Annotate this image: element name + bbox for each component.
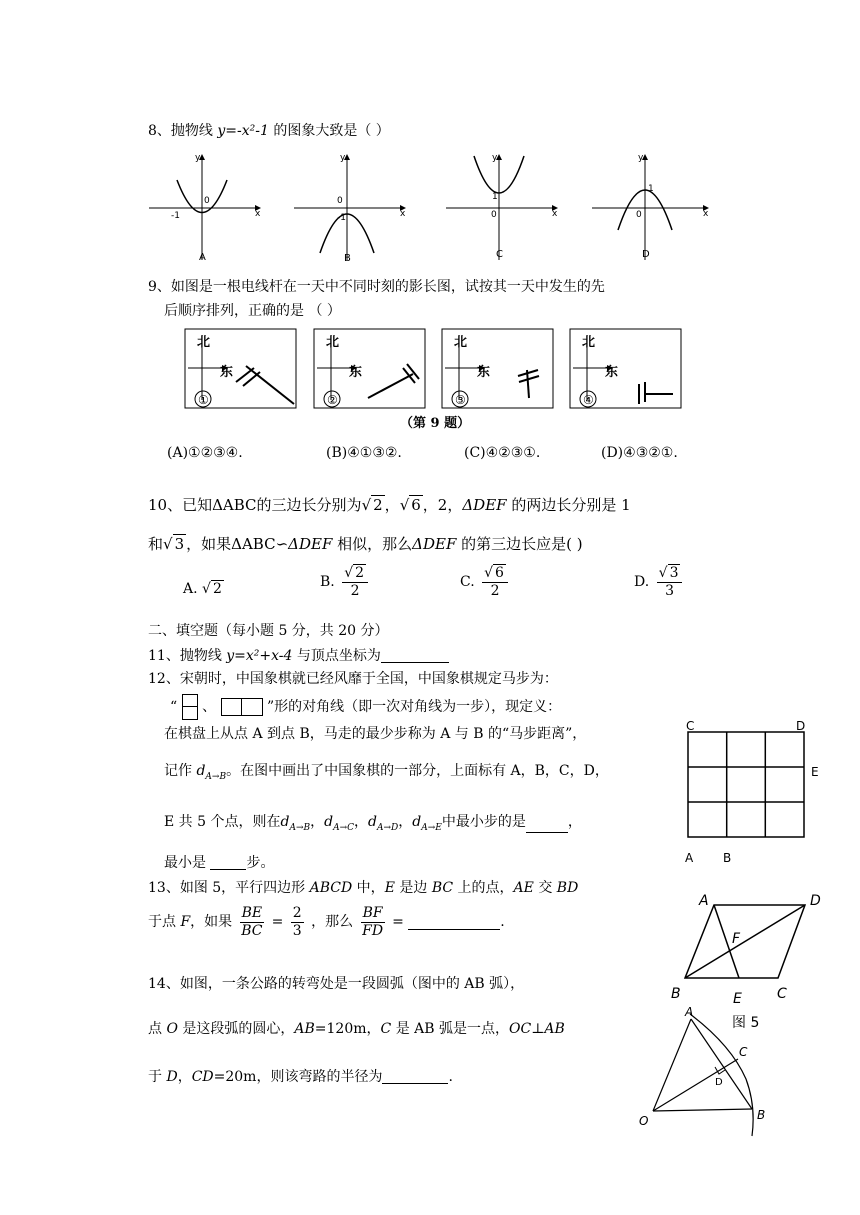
panel-number: ① [198,393,209,407]
axis-y-label: y [492,153,498,163]
q9-option-c: (C)④②③①. [464,445,541,461]
q9-panel-4 [569,328,683,410]
axis-y-label: y [195,153,201,163]
q13-line1: 13、如图 5，平行四边形 ABCD 中，E 是边 BC 上的点，AE 交 BD [148,880,579,896]
axis-x-label: x [400,209,406,219]
q12-line3: 在棋盘上从点 A 到点 B，马走的最少步称为 A 与 B 的“马步距离”， [164,726,587,742]
east-label: 东 [220,365,234,380]
point-b-label: B [723,851,732,865]
neg-one-label: -1 [171,211,180,221]
point-e-label: E [733,991,742,1007]
q8-graph-b [290,150,410,265]
point-o-label: O [639,1114,649,1128]
q9-option-a: (A)①②③④. [167,445,243,461]
north-label: 北 [454,335,468,350]
axis-x-label: x [552,209,558,219]
point-e-label: E [811,765,819,779]
point-b-label: B [757,1108,766,1122]
q14-answer-blank[interactable] [382,1069,448,1084]
option-b-label: B [344,253,351,264]
point-a-label: A [685,851,694,865]
panel-number: ④ [583,393,594,407]
panel-number: ③ [455,393,466,407]
q10-line2: 和√ 3 ，如果ΔABC∽ΔDEF 相似，那么ΔDEF 的第三边长应是( ) [148,535,583,553]
point-c-label: C [739,1045,748,1059]
horse-step-horizontal-icon [221,698,263,716]
q14-line1: 14、如图，一条公路的转弯处是一段圆弧（图中的 AB 弧）， [148,976,525,992]
q9-stem-line2: 后顺序排列，正确的是 （ ） [164,303,341,319]
figure-5-caption: 图 5 [732,1015,760,1031]
q14-line3: 于 D，CD=20m，则该弯路的半径为 . [148,1069,453,1085]
option-d-label: D [642,249,650,260]
north-label: 北 [197,335,211,350]
one-label: 1 [492,192,498,202]
q9-caption: （第 9 题） [400,416,471,431]
q8-graph-a [145,150,265,265]
q10-option-a: A. √ 2 [183,581,222,597]
q14-arc-figure [635,1005,785,1140]
option-c-label: C [496,249,503,260]
axis-y-label: y [638,153,644,163]
q12-line6: 最小是 步。 [164,855,275,871]
point-f-label: F [732,931,741,947]
east-label: 东 [605,365,619,380]
vertex-a-label: A [699,893,709,909]
point-d-label: D [715,1077,723,1088]
east-label: 东 [349,365,363,380]
q9-stem-line1: 9、如图是一根电线杆在一天中不同时刻的影长图，试按其一天中发生的先 [148,279,605,295]
q14-line2: 点 O 是这段弧的圆心，AB=120m，C 是 AB 弧是一点，OC⊥AB [148,1021,565,1037]
origin-label: 0 [491,210,497,220]
q12-answer-blank-2[interactable] [210,855,246,870]
q8-graph-d [588,150,713,265]
q11-answer-blank[interactable] [381,648,449,663]
q8-stem: 8、抛物线 y=-x²-1 的图象大致是（ ） [148,123,390,139]
q9-panel-3 [441,328,555,410]
q11-stem: 11、抛物线 y=x²+x-4 与顶点坐标为 [148,648,449,663]
q10-option-b: B. $\frac{√ 2}{2}$ [320,566,371,600]
horse-step-vertical-icon [182,694,198,720]
q12-answer-blank-1[interactable] [526,818,568,833]
point-c-label: C [686,719,695,733]
q10-option-d: D. $\frac{√ 3}{3}$ [634,566,685,600]
vertex-c-label: C [777,986,787,1002]
option-a-label: A [199,252,206,263]
origin-label: 0 [204,196,210,206]
q9-panel-2 [313,328,427,410]
north-label: 北 [326,335,340,350]
neg-one-label: -1 [337,213,346,223]
q12-line4: 记作 $d_{A\to B}$。在图中画出了中国象棋的一部分，上面标有 A，B，C，D， [164,763,609,782]
q12-line2: “ 、 ”形的对角线（即一次对角线为一步），现定义： [170,694,561,720]
q12-chess-board [680,716,830,866]
east-label: 东 [477,365,491,380]
q9-option-d: (D)④③②①. [601,445,678,461]
q12-line5: E 共 5 个点，则在$d_{A\to B}$，$d_{A\to C}$，$d_{A\to D}$，$d_{A\to E}$中最小步的是 ， [164,814,582,833]
q10-line1: 10、已知ΔABC的三边长分别为√ 2 ，√ 6 ，2，ΔDEF 的两边长分别是 1 [148,496,631,514]
vertex-d-label: D [810,893,821,909]
q12-line1: 12、宋朝时，中国象棋就已经风靡于全国，中国象棋规定马步为： [148,671,558,687]
origin-label: 0 [337,196,343,206]
q10-option-c: C. $\frac{√ 6}{2}$ [460,566,511,600]
section-2-heading: 二、填空题（每小题 5 分，共 20 分） [148,623,389,639]
point-a-label: A [685,1005,694,1019]
axis-x-label: x [703,209,709,219]
axis-y-label: y [340,153,346,163]
q9-option-b: (B)④①③②. [326,445,402,461]
q13-line2: 于点 F，如果 $\frac{BE}{BC}$ = $\frac{2}{3}$ ，那么 $\frac{BF}{FD}$ = . [148,905,505,940]
axis-x-label: x [255,209,261,219]
north-label: 北 [582,335,596,350]
q13-answer-blank[interactable] [408,915,500,930]
q8-graph-c [442,150,562,265]
q9-panel-1 [184,328,298,410]
panel-number: ② [327,393,338,407]
point-d-label: D [796,719,806,733]
vertex-b-label: B [671,986,681,1002]
one-label: 1 [648,184,654,194]
origin-label: 0 [636,210,642,220]
